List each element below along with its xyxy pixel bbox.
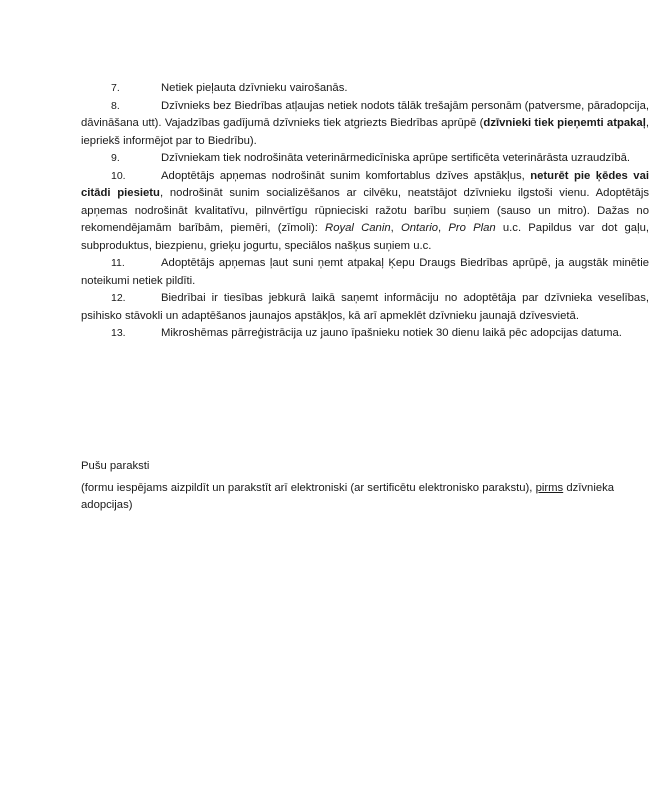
rule-item-12 [81,290,649,325]
rule-text-fragment: Pro Plan [448,222,496,234]
rule-item-13 [81,325,649,343]
rule-text-fragment: Dzīvnieks bez Biedrības atļaujas netiek nodots tālāk trešajām personām (patversme, pāradopcija, dāvināšana utt). Vajadzības gadījumā dzīvnieks tiek atgriezts Biedrības aprūpē ( [81,99,649,129]
rule-item-7 [81,80,649,98]
rule-number: 11. [111,257,125,269]
rule-text-fragment: Adoptētājs apņemas nodrošināt sunim komfortablus dzīves apstākļus, [161,169,531,182]
rules-list [81,80,649,343]
rule-text-fragment: Adoptētājs apņemas ļaut suni ņemt atpakaļ Ķepu Draugs Biedrības aprūpē, ja augstāk minētie noteikumi netiek pildīti. [81,257,649,287]
rule-text-fragment: Netiek pieļauta dzīvnieku vairošanās. [161,82,348,94]
rule-text-fragment: Adoptētājs apņemas nodrošināt kvalitatīvu, pilnvērtīgu rūpnieciski ražotu barību suņiem (sauso un mitro). Dažas no rekomendējamām barībām, piemēri, (zīmoli): [81,187,650,234]
rule-text-fragment: , iepriekš informējot par to Biedrību). [81,117,649,147]
rule-item-10 [81,168,649,256]
rule-item-8 [81,98,649,151]
rule-text-fragment: u.c. Papildus var dot gaļu, subproduktus, biezpienu, grieķu jogurtu, speciālos našķus suņiem u.c. [81,222,650,252]
rule-number: 7. [111,82,120,94]
rule-text-fragment: neturēt pie ķēdes vai citādi piesietu [81,169,649,199]
rule-text-fragment: , [438,222,449,234]
rule-text-fragment: Dzīvniekam tiek nodrošināta veterinārmedicīniska aprūpe sertificēta veterinārāsta uzraudzībā. [161,152,631,164]
rule-number: 8. [111,99,120,112]
signatures-note-before: (formu iespējams aizpildīt un parakstīt arī elektroniski (ar sertificētu elektronisko parakstu), [81,481,536,494]
signatures-section [81,458,649,515]
rule-item-11 [81,255,649,290]
rule-text-fragment: Royal Canin [325,222,391,234]
rule-number: 9. [111,152,120,164]
rule-text-fragment: dzīvnieki tiek pieņemti atpakaļ [483,117,646,129]
rule-text-fragment: Mikroshēmas pārreģistrācija uz jauno īpašnieku notiek 30 dienu laikā pēc adopcijas datuma. [161,327,622,339]
signatures-title: Pušu paraksti [81,460,150,472]
rule-number: 12. [111,292,126,304]
rule-item-9 [81,150,649,168]
rule-text-fragment: , nodrošināt sunim socializēšanos ar cilvēku, neatstājot dzīvnieku ilgstoši vienu. [159,187,590,199]
signatures-note-after: dzīvnieka adopcijas) [81,481,615,511]
signatures-note [81,480,649,515]
rule-text-fragment: Biedrībai ir tiesības jebkurā laikā saņemt informāciju no adoptētāja par dzīvnieka veselības, psihisko stāvokli un adaptēšanos jaunajos apstākļos, kā arī apmeklēt dzīvnieku jaunajā dzīvesvietā. [81,292,649,322]
rule-number: 13. [111,327,126,339]
rule-text-fragment: , [390,222,401,234]
rule-text-fragment: Ontario [400,222,438,234]
rule-number: 10. [111,169,126,182]
signatures-note-underlined: pirms [535,481,564,494]
